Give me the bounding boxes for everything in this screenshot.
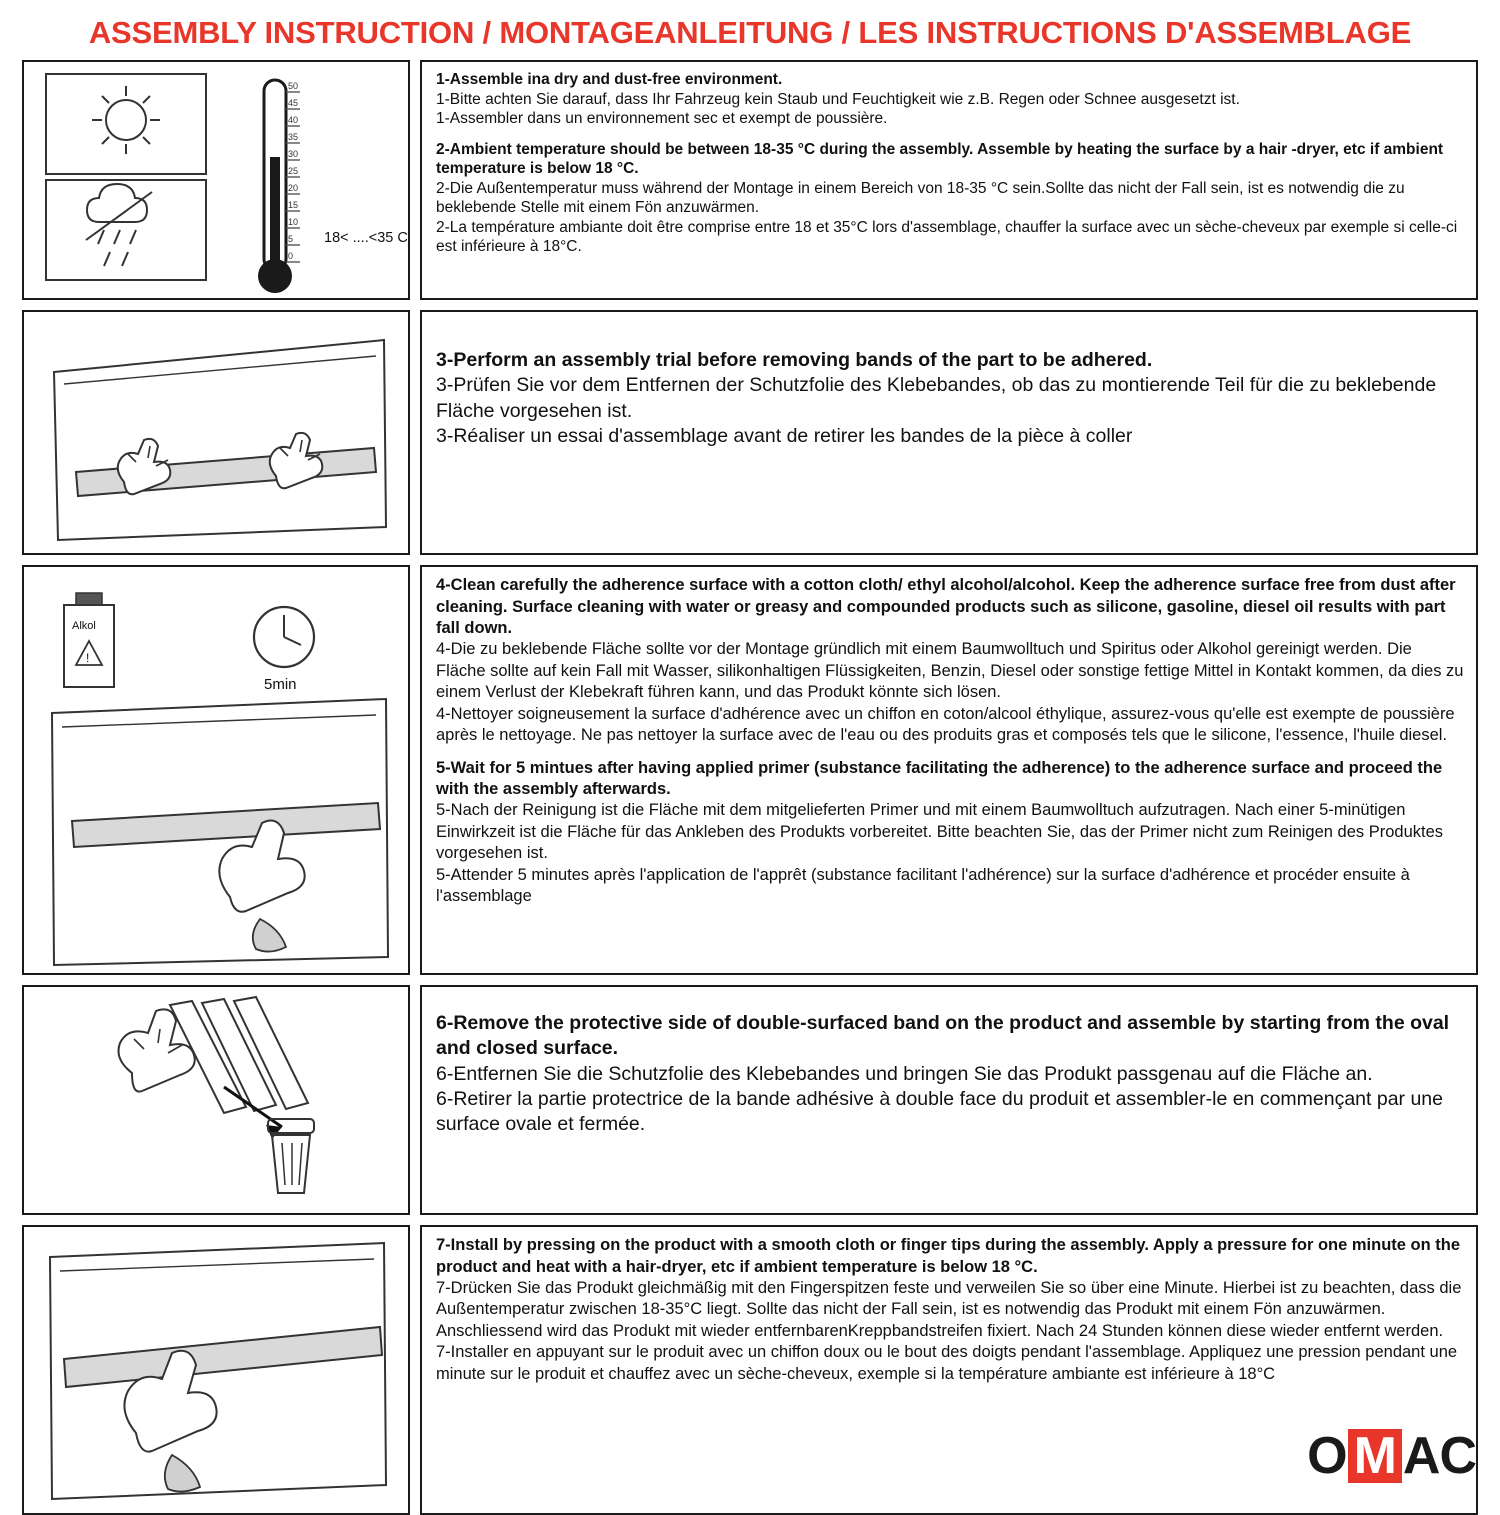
svg-text:Alkol: Alkol [72, 620, 96, 633]
svg-text:15: 15 [288, 200, 299, 211]
svg-text:30: 30 [288, 149, 299, 160]
illustration-press-product [22, 1225, 410, 1515]
step-3-line-fr: 3-Réaliser un essai d'assemblage avant de retirer les bandes de la pièce à coller [436, 425, 1133, 448]
instruction-grid [22, 60, 1478, 1515]
peel-liner-trash-icon [24, 987, 408, 1213]
svg-text:50: 50 [288, 81, 299, 92]
svg-text:45: 45 [288, 98, 299, 109]
alcohol-clock-cloth-icon [24, 567, 408, 973]
svg-text:20: 20 [288, 183, 299, 194]
text-step-3 [420, 310, 1478, 555]
step-2-line-de: 2-Die Außentemperatur muss während der Montage in einem Bereich von 18-35 °C sein.Sollte das nicht der Fall sein, ist es notwendig die zu beklebende Stelle mit einem Fön anzuwärmen. [436, 179, 1405, 217]
step-4-line-fr: 4-Nettoyer soigneusement la surface d'adhérence avec un chiffon en coton/alcool éthylique, assurez-vous qu'elle est exempte de poussière après le nettoyage. Ne pas nettoyer la surface avec de l'eau ou des produits gras et composés tels que le silicone, l'essence, l'huile diesel. [436, 704, 1455, 745]
logo-letter-m: M [1348, 1429, 1402, 1484]
text-step-6 [420, 985, 1478, 1215]
svg-text:10: 10 [288, 217, 299, 228]
instruction-row-2 [22, 310, 1478, 555]
step-3-line-en: 3-Perform an assembly trial before removing bands of the part to be adhered. [436, 349, 1153, 372]
temp-range-label: 18< ....<35 C [324, 230, 408, 247]
step-7-line-en: 7-Install by pressing on the product with a smooth cloth or finger tips during the assembly. Apply a pressure for one minute on the product and heat with a hair-dryer, etc if ambient temperature is below 18 °C. [436, 1236, 1461, 1276]
step-2-line-en: 2-Ambient temperature should be between 18-35 °C during the assembly. Assemble by heating the surface by a hair -dryer, etc if ambient temperature is below 18 °C. [436, 140, 1444, 178]
svg-text:40: 40 [288, 115, 299, 126]
page-title: ASSEMBLY INSTRUCTION / MONTAGEANLEITUNG / LES INSTRUCTIONS D'ASSEMBLAGE [88, 15, 1412, 50]
omac-logo [1307, 1426, 1476, 1486]
step-7-line-de: 7-Drücken Sie das Produkt gleichmäßig mit den Fingerspitzen feste und verweilen Sie so über eine Minute. Hierbei ist zu beachten, dass die Außentemperatur zwischen 18-35°C liegt. Sollte das nicht der Fall sein, ist es notwendig das Produkt mit einem Fön anzuwärmen. Anschliessend wird das Produkt mit wieder entfernbarenKreppbandstreifen fixiert. Nach 24 Stunden können diese wieder entfernt werden. [436, 1278, 1462, 1340]
clock-label: 5min [264, 676, 297, 694]
logo-letter-o: O [1307, 1427, 1347, 1485]
illustration-clean-prime [22, 565, 410, 975]
step-6-line-en: 6-Remove the protective side of double-surfaced band on the product and assemble by starting from the oval and closed surface. [436, 1012, 1450, 1060]
step-1-line-de: 1-Bitte achten Sie darauf, dass Ihr Fahrzeug kein Staub und Feuchtigkeit wie z.B. Regen oder Schnee ausgesetzt ist. [436, 90, 1240, 108]
step-4-line-en: 4-Clean carefully the adherence surface with a cotton cloth/ ethyl alcohol/alcohol. Keep the adherence surface free from dust after cleaning. Surface cleaning with water or greasy and compounded products such as silicone, gasoline, diesel oil results with part fall down. [436, 576, 1456, 637]
instruction-row-4 [22, 985, 1478, 1215]
press-with-cloth-icon [24, 1227, 408, 1513]
step-1-line-fr: 1-Assembler dans un environnement sec et exempt de poussière. [436, 110, 888, 128]
step-2-line-fr: 2-La température ambiante doit être comprise entre 18 et 35°C lors d'assemblage, chauffer la surface avec un sèche-cheveux par exemple si celle-ci est inférieure à 18°C. [436, 218, 1458, 256]
step-1-line-en: 1-Assemble ina dry and dust-free environment. [436, 71, 783, 89]
illustration-environment [22, 60, 410, 300]
svg-text:25: 25 [288, 166, 299, 177]
step-5-line-en: 5-Wait for 5 mintues after having applied primer (substance facilitating the adherence) to the adherence surface and proceed the with the assembly afterwards. [436, 758, 1443, 799]
step-6-line-de: 6-Entfernen Sie die Schutzfolie des Klebebandes und bringen Sie das Produkt passgenau auf die Fläche an. [436, 1062, 1373, 1085]
instruction-row-3 [22, 565, 1478, 975]
svg-text:35: 35 [288, 132, 299, 143]
svg-text:!: ! [86, 651, 90, 666]
svg-text:0: 0 [288, 251, 294, 262]
step-3-line-de: 3-Prüfen Sie vor dem Entfernen der Schutzfolie des Klebebandes, ob das zu montierende Teil für die zu beklebende Fläche vorgesehen ist. [436, 374, 1437, 422]
step-7-line-fr: 7-Installer en appuyant sur le produit avec un chiffon doux ou le bout des doigts pendant l'assemblage. Appliquez une pression pendant une minute sur le produit et chauffez avec un sèche-cheveux, exemple si la température ambiante est inférieure à 18°C [436, 1343, 1458, 1383]
step-5-line-de: 5-Nach der Reinigung ist die Fläche mit dem mitgelieferten Primer und mit einem Baumwolltuch aufzutragen. Nach einer 5-minütigen Einwirkzeit ist die Fläche für das Ankleben des Produkts vorbereitet. Bitte beachten Sie, das der Primer nicht zum Reinigen des Produktes vorgesehen ist. [436, 801, 1444, 863]
instruction-row-1 [22, 60, 1478, 300]
illustration-remove-liner [22, 985, 410, 1215]
step-4-line-de: 4-Die zu beklebende Fläche sollte vor der Montage gründlich mit einem Baumwolltuch und Spiritus oder Alkohol gereinigt werden. Die Fläche sollte auf kein Fall mit Wasser, silikonhaltigen Flüssigkeiten, Benzin, Diesel oder sonstige fettige Mittel in Kontakt kommen, da dies zu einem Verlust der Klebekraft führen kann, und das Produkt könnte sich lösen. [436, 640, 1464, 702]
text-steps-4-5 [420, 565, 1478, 975]
text-steps-1-2 [420, 60, 1478, 300]
instruction-row-5 [22, 1225, 1478, 1515]
step-5-line-fr: 5-Attender 5 minutes après l'application de l'apprêt (substance facilitant l'adhérence) sur la surface d'adhérence et procéder ensuite à l'assemblage [436, 865, 1410, 906]
step-6-line-fr: 6-Retirer la partie protectrice de la bande adhésive à double face du produit et assembler-le en commençant par une surface ovale et fermée. [436, 1088, 1444, 1136]
logo-letters-ac: AC [1402, 1427, 1476, 1485]
door-trial-fit-icon [24, 312, 408, 553]
sun-rain-thermometer-icon [24, 62, 408, 298]
illustration-trial-fit [22, 310, 410, 555]
svg-text:5: 5 [288, 234, 294, 245]
